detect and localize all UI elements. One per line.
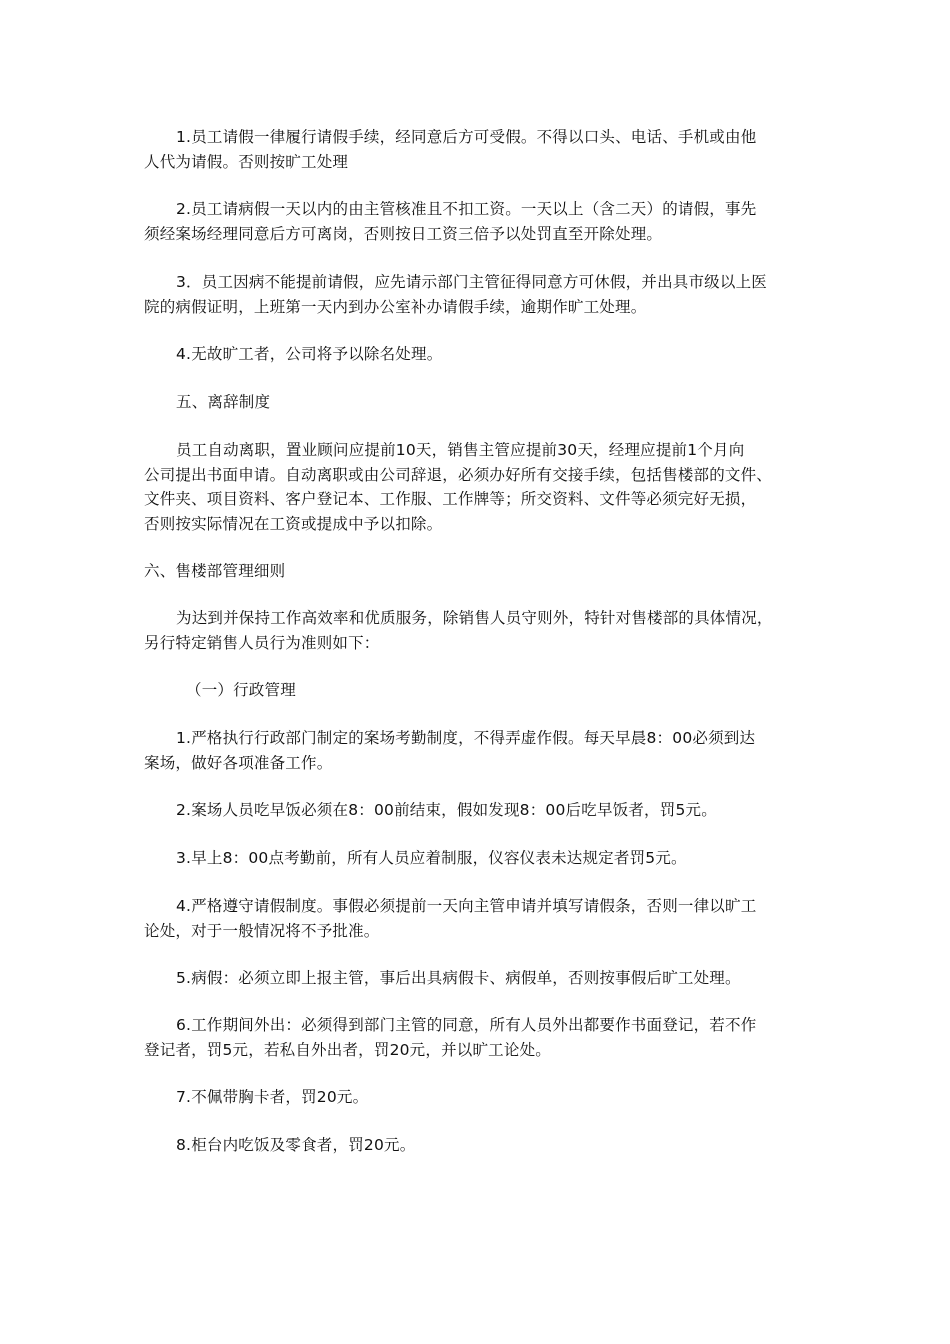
paragraph-resignation	[144, 438, 809, 536]
section-heading-resignation	[144, 390, 809, 415]
paragraph-badge	[144, 1085, 809, 1110]
text-line: 六、售楼部管理细则	[144, 562, 286, 580]
text-line: 文件夹、项目资料、客户登记本、工作服、工作牌等；所交资料、文件等必须完好无损，	[144, 490, 757, 508]
paragraph-going-out	[144, 1013, 809, 1062]
paragraph-personal-leave	[144, 894, 809, 943]
paragraph-sick-report	[144, 966, 809, 991]
text-line: 须经案场经理同意后方可离岗，否则按日工资三倍予以处罚直至开除处理。	[144, 224, 663, 243]
paragraph-eating-at-counter	[144, 1133, 809, 1158]
paragraph-absence	[144, 342, 809, 367]
text-line: 案场，做好各项准备工作。	[144, 753, 333, 772]
paragraph-uniform	[144, 846, 809, 871]
text-line: 2.案场人员吃早饭必须在8：00前结束，假如发现8：00后吃早饭者，罚5元。	[176, 801, 717, 819]
text-line: 五、离辞制度	[176, 393, 271, 411]
text-line: 2.员工请病假一天以内的由主管核准且不扣工资。一天以上（含二天）的请假，事先	[176, 200, 757, 218]
text-line: 7.不佩带胸卡者，罚20元。	[176, 1088, 369, 1106]
text-line: 论处，对于一般情况将不予批准。	[144, 921, 380, 940]
text-line: 1.员工请假一律履行请假手续，经同意后方可受假。不得以口头、电话、手机或由他	[176, 128, 757, 146]
text-line: （一）行政管理	[186, 681, 296, 699]
text-line: 8.柜台内吃饭及零食者，罚20元。	[176, 1136, 416, 1154]
text-line: 员工自动离职，置业顾问应提前10天，销售主管应提前30天，经理应提前1个月向	[176, 441, 745, 459]
text-line: 3.早上8：00点考勤前，所有人员应着制服，仪容仪表未达规定者罚5元。	[176, 849, 687, 867]
text-line: 5.病假：必须立即上报主管，事后出具病假卡、病假单，否则按事假后旷工处理。	[176, 969, 741, 987]
text-line: 院的病假证明，上班第一天内到办公室补办请假手续，逾期作旷工处理。	[144, 297, 647, 316]
paragraph-leave-procedure	[144, 125, 809, 174]
paragraph-breakfast	[144, 798, 809, 823]
section-heading-sales-office-rules	[144, 559, 809, 584]
text-line: 6.工作期间外出：必须得到部门主管的同意，所有人员外出都要作书面登记，若不作	[176, 1016, 757, 1034]
subsection-heading-admin	[144, 678, 809, 703]
text-line: 4.严格遵守请假制度。事假必须提前一天向主管申请并填写请假条，否则一律以旷工	[176, 897, 757, 915]
text-line: 1.严格执行行政部门制定的案场考勤制度，不得弄虚作假。每天早晨8：00必须到达	[176, 729, 756, 747]
paragraph-sick-leave	[144, 197, 809, 246]
text-line: 3．员工因病不能提前请假，应先请示部门主管征得同意方可休假，并出具市级以上医	[176, 273, 767, 291]
text-line: 为达到并保持工作高效率和优质服务，除销售人员守则外，特针对售楼部的具体情况，	[176, 609, 773, 627]
text-line: 公司提出书面申请。自动离职或由公司辞退，必须办好所有交接手续，包括售楼部的文件、	[144, 465, 773, 484]
paragraph-attendance	[144, 726, 809, 775]
text-line: 人代为请假。否则按旷工处理	[144, 152, 349, 171]
text-line: 另行特定销售人员行为准则如下：	[144, 633, 380, 652]
paragraph-illness-leave	[144, 270, 809, 319]
text-line: 否则按实际情况在工资或提成中予以扣除。	[144, 514, 443, 533]
text-line: 登记者，罚5元，若私自外出者，罚20元，并以旷工论处。	[144, 1040, 551, 1059]
text-line: 4.无故旷工者，公司将予以除名处理。	[176, 345, 443, 363]
paragraph-intro	[144, 606, 809, 655]
